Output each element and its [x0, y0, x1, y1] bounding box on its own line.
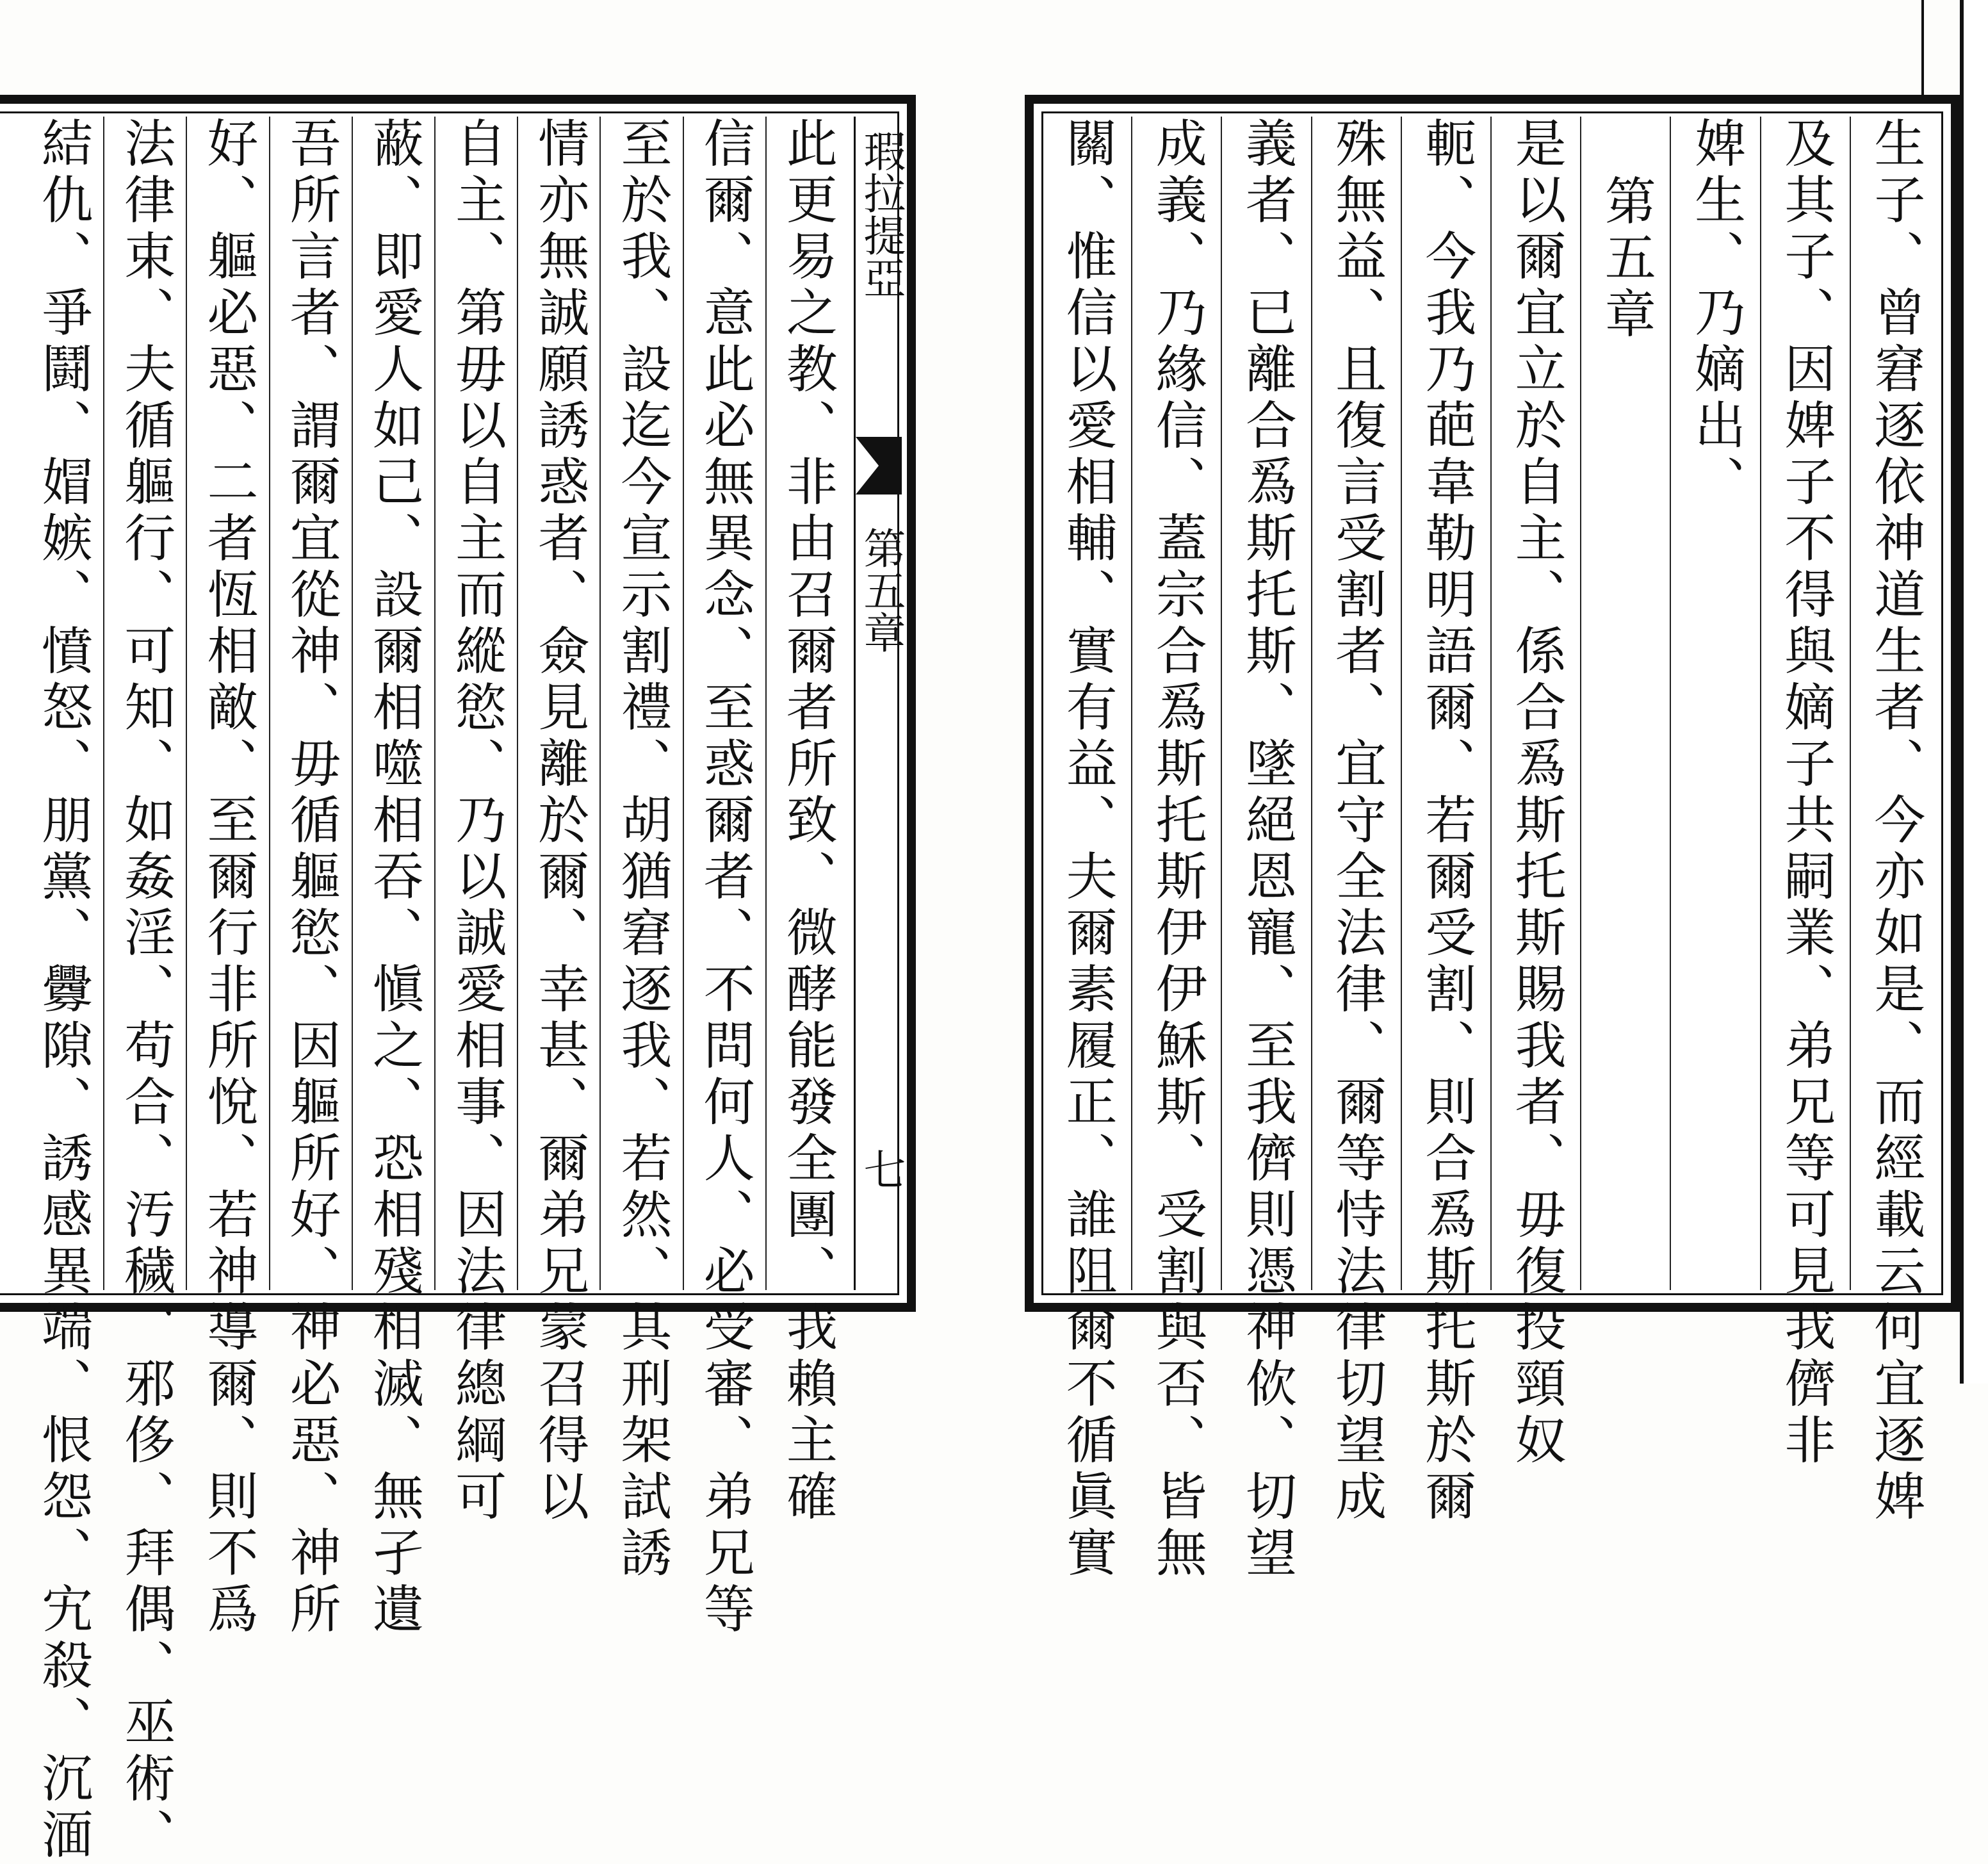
running-title: 瑕拉提亞	[856, 129, 906, 298]
text-column: 結仇、爭鬪、媢嫉、憤怒、朋黨、釁隙、誘感異端、恨怨、宄殺、沉湎	[33, 117, 93, 1864]
text-column: 蔽、即愛人如己、設爾相噬相吞、愼之、恐相殘相滅、無孑遺	[352, 117, 434, 1290]
text-column: 成義、乃緣信、蓋宗合𤔡斯托斯伊伊穌斯、受割與否、皆無	[1131, 117, 1221, 1290]
chapter-heading-column	[1580, 117, 1670, 1290]
text-column: 法律束、夫循軀行、可知、如姦淫、苟合、汚穢、邪侈、拜偶、巫術、	[103, 117, 186, 1290]
page-edge-line	[1921, 0, 1962, 96]
left-text-columns	[22, 117, 848, 1864]
text-column: 殊無益、且復言受割者、宜守全法律、爾等恃法律切望成	[1311, 117, 1401, 1290]
text-column: 情亦無誠願誘惑者、僉見離於爾、幸甚、爾弟兄蒙召得以	[517, 117, 599, 1290]
text-column: 自主、第毋以自主而縱慾、乃以誠愛相事、因法律總綱可	[434, 117, 517, 1290]
left-page	[0, 95, 916, 1864]
text-column: 好、軀必惡、二者恆相敵、至爾行非所悅、若神導爾、則不爲	[186, 117, 268, 1290]
chapter-heading: 第五章	[1596, 174, 1656, 343]
fish-tail-ornament	[856, 437, 902, 495]
left-page-edge-column	[854, 117, 906, 1290]
right-text-columns	[1043, 117, 1939, 1582]
text-column: 關、惟信以愛相輔、實有益、夫爾素履正、誰阻爾不循眞實	[1057, 117, 1118, 1582]
chapter-label: 第五章	[856, 527, 906, 653]
text-column: 信爾、意此必無異念、至惑爾者、不問何人、必受審、弟兄等	[683, 117, 765, 1290]
page-edge-strip	[1960, 0, 1988, 1384]
text-column: 軛、今我乃葩韋勒明語爾、若爾受割、則合𤔡斯托斯於爾	[1401, 117, 1490, 1290]
text-column: 吾所言者、謂爾宜從神、毋循軀慾、因軀所好、神必惡、神所	[269, 117, 352, 1290]
right-page	[1025, 95, 1960, 1582]
text-column: 至於我、設迄今宣示割禮、胡猶窘逐我、若然、其刑架試誘	[599, 117, 682, 1290]
text-column: 及其子、因婢子不得與嫡子共嗣業、弟兄等可見我儕非	[1760, 117, 1850, 1290]
text-column: 是以爾宜立於自主、係合𤔡斯托斯賜我者、毋復投頸奴	[1490, 117, 1580, 1290]
page-number: 七	[856, 1148, 906, 1190]
text-column: 此更易之教、非由召爾者所致、微酵能發全團、我賴主確	[765, 117, 848, 1290]
text-column: 義者、已離合𤔡斯托斯、墜絕恩寵、至我儕則憑神佽、切望	[1221, 117, 1310, 1290]
text-column: 生子、曾窘逐依神道生者、今亦如是、而經載云何宜逐婢	[1850, 117, 1939, 1290]
text-column: 婢生、乃嫡出、	[1670, 117, 1759, 1290]
